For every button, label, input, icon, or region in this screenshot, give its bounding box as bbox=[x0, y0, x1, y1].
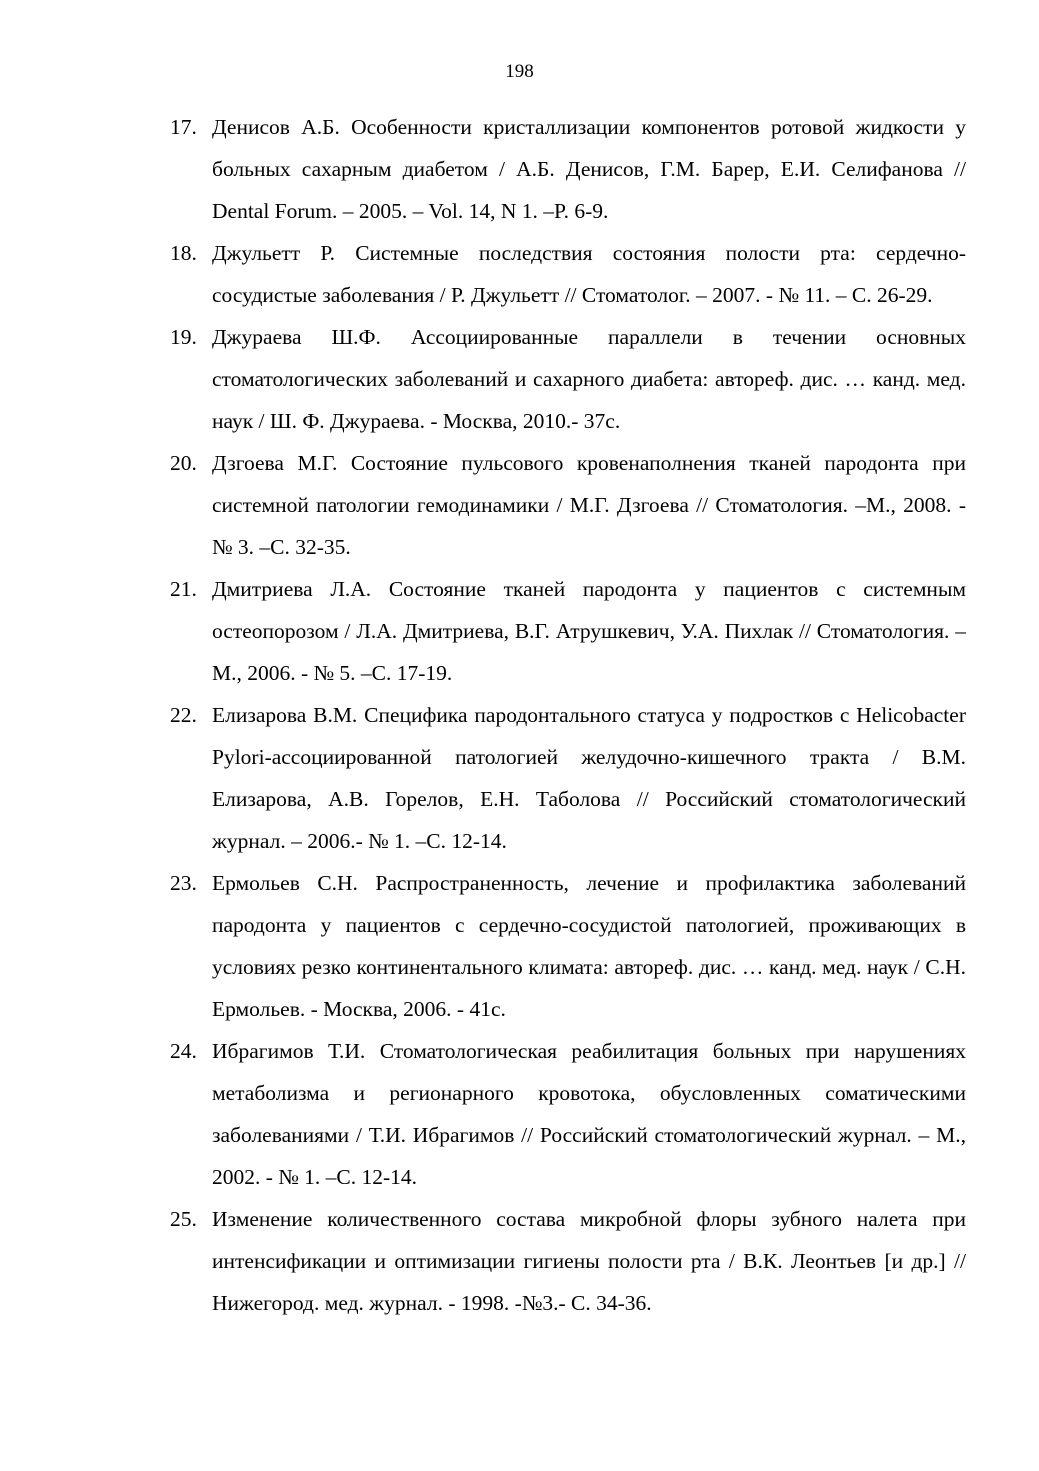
reference-text: Джульетт Р. Системные последствия состояния полости рта: сердечно-сосудистые заболевания / Р. Джульетт // Стоматолог. – 2007. - № 11. – С. 26-29. bbox=[212, 241, 966, 307]
reference-number: 25. bbox=[170, 1207, 197, 1231]
reference-number: 19. bbox=[170, 325, 197, 349]
reference-item-24 bbox=[170, 1030, 966, 1198]
reference-text: Дзгоева М.Г. Состояние пульсового кровенаполнения тканей пародонта при системной патологии гемодинамики / М.Г. Дзгоева // Стоматология. –М., 2008. - № 3. –С. 32-35. bbox=[212, 451, 966, 559]
reference-number: 22. bbox=[170, 703, 197, 727]
reference-text: Елизарова В.М. Специфика пародонтального статуса у подростков с Helicobacter Pylori-ассоциированной патологией желудочно-кишечного тракта / В.М. Елизарова, А.В. Горелов, Е.Н. Таболова // Российский стоматологический журнал. – 2006.- № 1. –С. 12-14. bbox=[212, 703, 966, 853]
reference-text: Ибрагимов Т.И. Стоматологическая реабилитация больных при нарушениях метаболизма и регионарного кровотока, обусловленных соматическими заболеваниями / Т.И. Ибрагимов // Российский стоматологический журнал. – М., 2002. - № 1. –С. 12-14. bbox=[212, 1039, 966, 1189]
reference-item-19 bbox=[170, 316, 966, 442]
reference-item-18 bbox=[170, 232, 966, 316]
reference-item-23 bbox=[170, 862, 966, 1030]
reference-list bbox=[170, 106, 966, 1324]
reference-text: Изменение количественного состава микробной флоры зубного налета при интенсификации и оптимизации гигиены полости рта / В.К. Леонтьев [и др.] // Нижегород. мед. журнал. - 1998. -№3.- С. 34-36. bbox=[212, 1207, 966, 1315]
reference-text: Дмитриева Л.А. Состояние тканей пародонта у пациентов с системным остеопорозом / Л.А. Дмитриева, В.Г. Атрушкевич, У.А. Пихлак // Стоматология. – М., 2006. - № 5. –С. 17-19. bbox=[212, 577, 966, 685]
reference-item-20 bbox=[170, 442, 966, 568]
reference-number: 18. bbox=[170, 241, 197, 265]
reference-number: 17. bbox=[170, 115, 197, 139]
reference-number: 23. bbox=[170, 871, 197, 895]
reference-number: 24. bbox=[170, 1039, 197, 1063]
reference-item-25 bbox=[170, 1198, 966, 1324]
reference-text: Джураева Ш.Ф. Ассоциированные параллели в течении основных стоматологических заболеваний и сахарного диабета: автореф. дис. … канд. мед. наук / Ш. Ф. Джураева. - Москва, 2010.- 37с. bbox=[212, 325, 966, 433]
reference-number: 21. bbox=[170, 577, 197, 601]
reference-item-22 bbox=[170, 694, 966, 862]
reference-text: Денисов А.Б. Особенности кристаллизации компонентов ротовой жидкости у больных сахарным диабетом / А.Б. Денисов, Г.М. Барер, Е.И. Селифанова // Dental Forum. – 2005. – Vol. 14, N 1. –P. 6-9. bbox=[212, 115, 966, 223]
reference-item-21 bbox=[170, 568, 966, 694]
page-number: 198 bbox=[505, 61, 534, 82]
reference-number: 20. bbox=[170, 451, 197, 475]
reference-text: Ермольев С.Н. Распространенность, лечение и профилактика заболеваний пародонта у пациентов с сердечно-сосудистой патологией, проживающих в условиях резко континентального климата: автореф. дис. … канд. мед. наук / С.Н. Ермольев. - Москва, 2006. - 41с. bbox=[212, 871, 966, 1021]
reference-item-17 bbox=[170, 106, 966, 232]
